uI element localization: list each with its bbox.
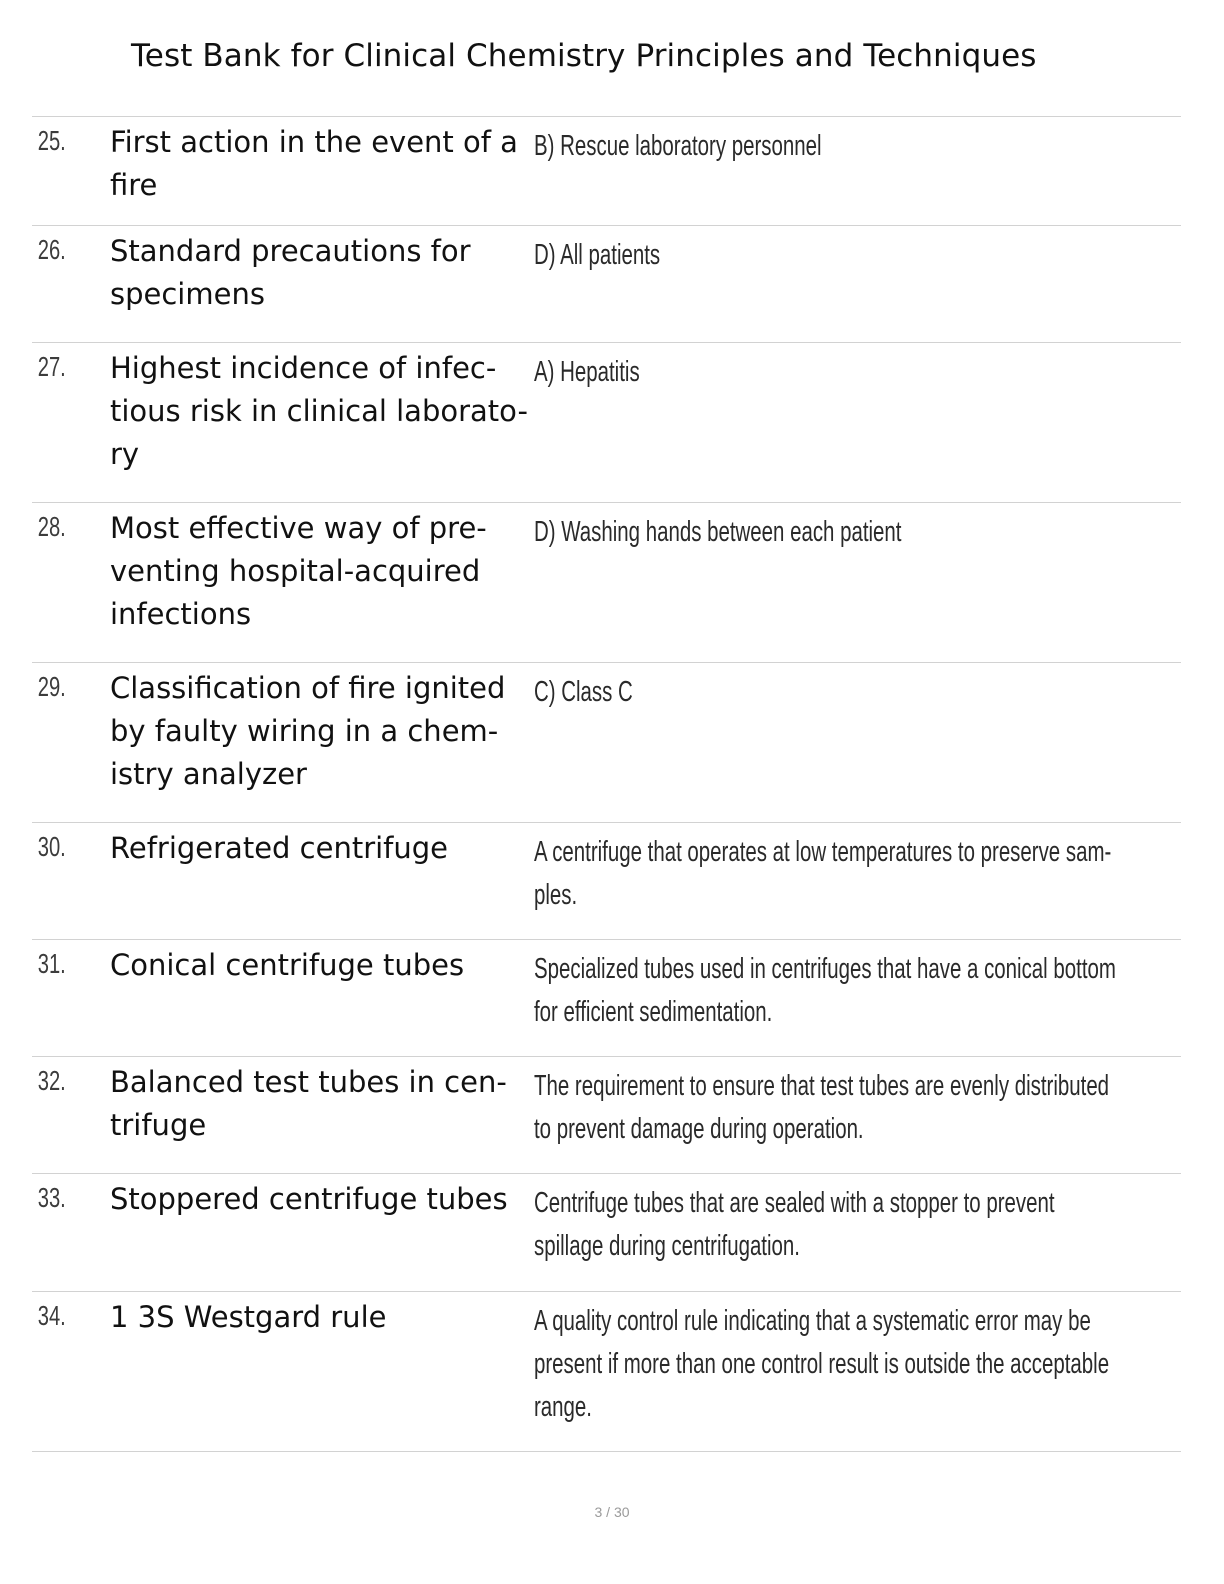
- table-row: [32, 117, 1181, 226]
- table-row: [32, 663, 1181, 823]
- definition-line: D) All patients: [534, 239, 661, 271]
- question-term: [110, 343, 534, 476]
- question-term: [110, 663, 534, 796]
- term-line: Standard precautions for: [110, 234, 471, 268]
- term-line: tious risk in clinical laborato-: [110, 394, 528, 428]
- question-term: [110, 117, 534, 207]
- term-line: 1 3S Westgard rule: [110, 1300, 387, 1334]
- term-line: Conical centrifuge tubes: [110, 948, 465, 982]
- table-row: [32, 226, 1181, 343]
- term-line: ry: [110, 437, 140, 471]
- question-number: 28.: [37, 511, 66, 542]
- definition-line: for efficient sedimentation.: [534, 996, 773, 1028]
- table-row: [32, 343, 1181, 503]
- definition-line: Specialized tubes used in centrifuges that have a conical bottom: [534, 953, 1116, 985]
- term-line: infections: [110, 597, 252, 631]
- term-line: venting hospital-acquired: [110, 554, 481, 588]
- definition-line: C) Class C: [534, 676, 633, 708]
- question-term: [110, 1174, 534, 1221]
- question-term: [110, 1057, 534, 1147]
- question-number: 33.: [37, 1182, 66, 1213]
- term-line: specimens: [110, 277, 265, 311]
- table-row: [32, 940, 1181, 1057]
- page-number: 3 / 30: [594, 1504, 630, 1520]
- definition-line: ples.: [534, 879, 578, 911]
- question-number: 32.: [37, 1065, 66, 1096]
- definition-line: A quality control rule indicating that a systematic error may be: [534, 1305, 1091, 1337]
- term-line: istry analyzer: [110, 757, 307, 791]
- definition-line: range.: [534, 1391, 592, 1423]
- definition-line: present if more than one control result is outside the acceptable: [534, 1348, 1110, 1380]
- term-line: Stoppered centrifuge tubes: [110, 1182, 508, 1216]
- document-title: Test Bank for Clinical Chemistry Principles and Techniques: [131, 38, 1037, 74]
- question-term: [110, 1292, 534, 1339]
- definition-line: B) Rescue laboratory personnel: [534, 130, 822, 162]
- table-row: [32, 1057, 1181, 1174]
- answer-definition: [534, 226, 1224, 277]
- definition-line: Centrifuge tubes that are sealed with a stopper to prevent: [534, 1187, 1055, 1219]
- answer-definition: [534, 503, 1224, 554]
- question-number: 29.: [37, 671, 66, 702]
- question-term: [110, 503, 534, 636]
- table-row: [32, 1174, 1181, 1292]
- answer-definition: [534, 343, 1224, 394]
- definition-line: to prevent damage during operation.: [534, 1113, 864, 1145]
- question-number: 30.: [37, 831, 66, 862]
- question-answer-table: [32, 116, 1181, 1452]
- question-term: [110, 823, 534, 870]
- term-line: Most effective way of pre-: [110, 511, 487, 545]
- answer-definition: [534, 1292, 1224, 1429]
- definition-line: spillage during centrifugation.: [534, 1230, 800, 1262]
- term-line: Highest incidence of infec-: [110, 351, 497, 385]
- answer-definition: [534, 1174, 1224, 1268]
- answer-definition: [534, 117, 1224, 168]
- term-line: Classification of fire ignited: [110, 671, 506, 705]
- table-row: [32, 823, 1181, 940]
- term-line: Refrigerated centrifuge: [110, 831, 449, 865]
- table-row: [32, 1292, 1181, 1452]
- definition-line: A centrifuge that operates at low temperatures to preserve sam-: [534, 836, 1112, 868]
- answer-definition: [534, 823, 1224, 917]
- term-line: trifuge: [110, 1108, 207, 1142]
- question-number: 25.: [37, 125, 66, 156]
- question-number: 27.: [37, 351, 66, 382]
- question-number: 26.: [37, 234, 66, 265]
- question-number: 31.: [37, 948, 66, 979]
- question-number: 34.: [37, 1300, 66, 1331]
- definition-line: The requirement to ensure that test tubes are evenly distributed: [534, 1070, 1110, 1102]
- answer-definition: [534, 663, 1224, 714]
- question-term: [110, 940, 534, 987]
- answer-definition: [534, 940, 1224, 1034]
- term-line: fire: [110, 168, 158, 202]
- answer-definition: [534, 1057, 1224, 1151]
- term-line: by faulty wiring in a chem-: [110, 714, 499, 748]
- term-line: Balanced test tubes in cen-: [110, 1065, 507, 1099]
- definition-line: D) Washing hands between each patient: [534, 516, 902, 548]
- term-line: First action in the event of a: [110, 125, 518, 159]
- definition-line: A) Hepatitis: [534, 356, 640, 388]
- question-term: [110, 226, 534, 316]
- table-row: [32, 503, 1181, 663]
